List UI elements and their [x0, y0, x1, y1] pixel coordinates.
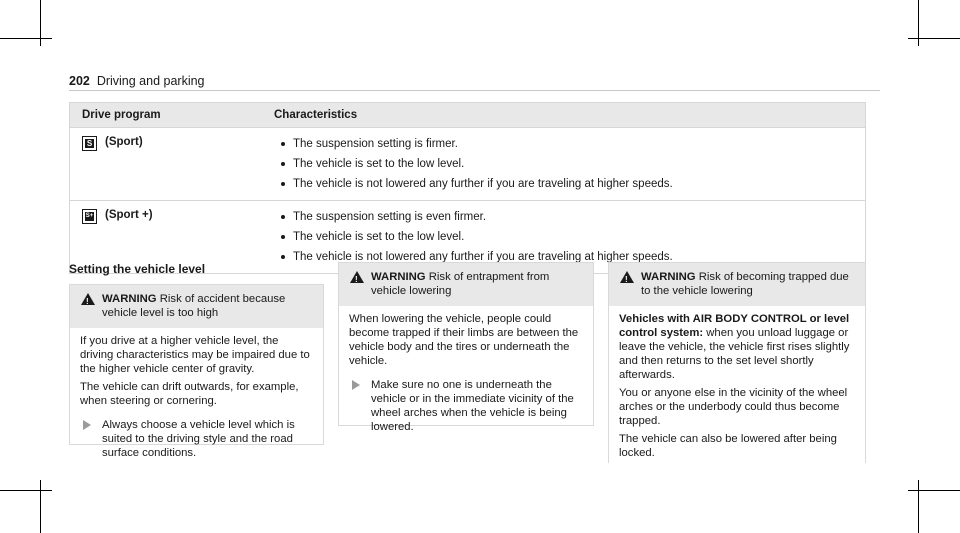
warning-title: Risk of accident because vehicle level is too high	[102, 293, 286, 319]
warning-body	[609, 306, 865, 470]
sport-mode-icon: S	[82, 136, 97, 151]
warning-paragraph: When lowering the vehicle, people could become trapped if their limbs are between the vehicle body and the tires or underneath the vehicle.	[349, 313, 579, 367]
list-item: The suspension setting is firmer.	[280, 134, 673, 154]
warning-label: WARNING	[641, 271, 696, 283]
warning-header	[609, 263, 865, 306]
warning-paragraph: You or anyone else in the vicinity of the wheel arches or the underbody could thus become trapped.	[619, 387, 848, 427]
characteristics-cell	[274, 128, 673, 200]
instruction-step: Always choose a vehicle level which is suited to the driving style and the road surface conditions.	[80, 418, 313, 460]
warning-box-vehicle-level	[69, 284, 324, 459]
program-label: (Sport)	[105, 136, 143, 148]
warning-paragraph: If you drive at a higher vehicle level, the driving characteristics may be impaired due to the higher vehicle center of gravity.	[80, 335, 310, 375]
crop-mark	[40, 0, 41, 46]
drive-program-table	[69, 102, 866, 274]
col-header-characteristics: Characteristics	[274, 109, 358, 121]
list-item: The vehicle is set to the low level.	[280, 227, 673, 247]
crop-mark	[908, 490, 960, 491]
section-title: Setting the vehicle level	[69, 262, 206, 276]
crop-mark	[918, 0, 919, 46]
warning-paragraph: Vehicles with AIR BODY CONTROL or level control system: when you unload luggage or leave the vehicle, the vehicle first rises slightly and then returns to the set level shortly afterwards.	[619, 313, 850, 381]
warning-header	[70, 285, 323, 328]
vehicle-equipment-lead: Vehicles with AIR BODY CONTROL or level control system:	[619, 313, 850, 339]
warning-box-lowering	[338, 262, 594, 433]
warning-label: WARNING	[102, 293, 157, 305]
warning-label: WARNING	[371, 271, 426, 283]
warning-paragraph: The vehicle can also be lowered after being locked.	[619, 433, 837, 459]
warning-box-trapped	[608, 262, 866, 463]
col-header-drive-program: Drive program	[82, 109, 161, 121]
page-number: 202	[69, 74, 90, 88]
warning-triangle-icon	[350, 271, 364, 283]
step-arrow-icon	[83, 420, 91, 430]
crop-mark	[0, 490, 52, 491]
crop-mark	[0, 38, 52, 39]
list-item: The suspension setting is even firmer.	[280, 207, 673, 227]
warning-header	[339, 263, 593, 306]
warning-body	[70, 328, 323, 466]
crop-mark	[40, 480, 41, 533]
crop-mark	[918, 480, 919, 533]
step-arrow-icon	[352, 380, 360, 390]
program-cell	[70, 128, 274, 200]
warning-title: Risk of becoming trapped due to the vehicle lowering	[641, 271, 849, 297]
section-name: Driving and parking	[96, 74, 205, 88]
list-item: The vehicle is not lowered any further if you are traveling at higher speeds.	[280, 247, 673, 267]
sport-plus-mode-icon: S+	[82, 209, 97, 224]
warning-triangle-icon	[620, 271, 634, 283]
page-header	[69, 74, 205, 88]
warning-triangle-icon	[81, 293, 95, 305]
table-header	[70, 103, 865, 127]
table-row	[70, 127, 865, 200]
instruction-step: Make sure no one is underneath the vehicle or in the immediate vicinity of the wheel arches when the vehicle is being lowered.	[349, 378, 583, 434]
warning-title: Risk of entrapment from vehicle lowering	[371, 271, 550, 297]
header-divider	[69, 90, 880, 91]
list-item: The vehicle is set to the low level.	[280, 154, 673, 174]
program-label: (Sport +)	[105, 209, 153, 221]
crop-mark	[908, 38, 960, 39]
warning-paragraph: The vehicle can drift outwards, for example, when steering or cornering.	[80, 381, 299, 407]
warning-body	[339, 306, 593, 440]
list-item: The vehicle is not lowered any further if you are traveling at higher speeds.	[280, 174, 673, 194]
